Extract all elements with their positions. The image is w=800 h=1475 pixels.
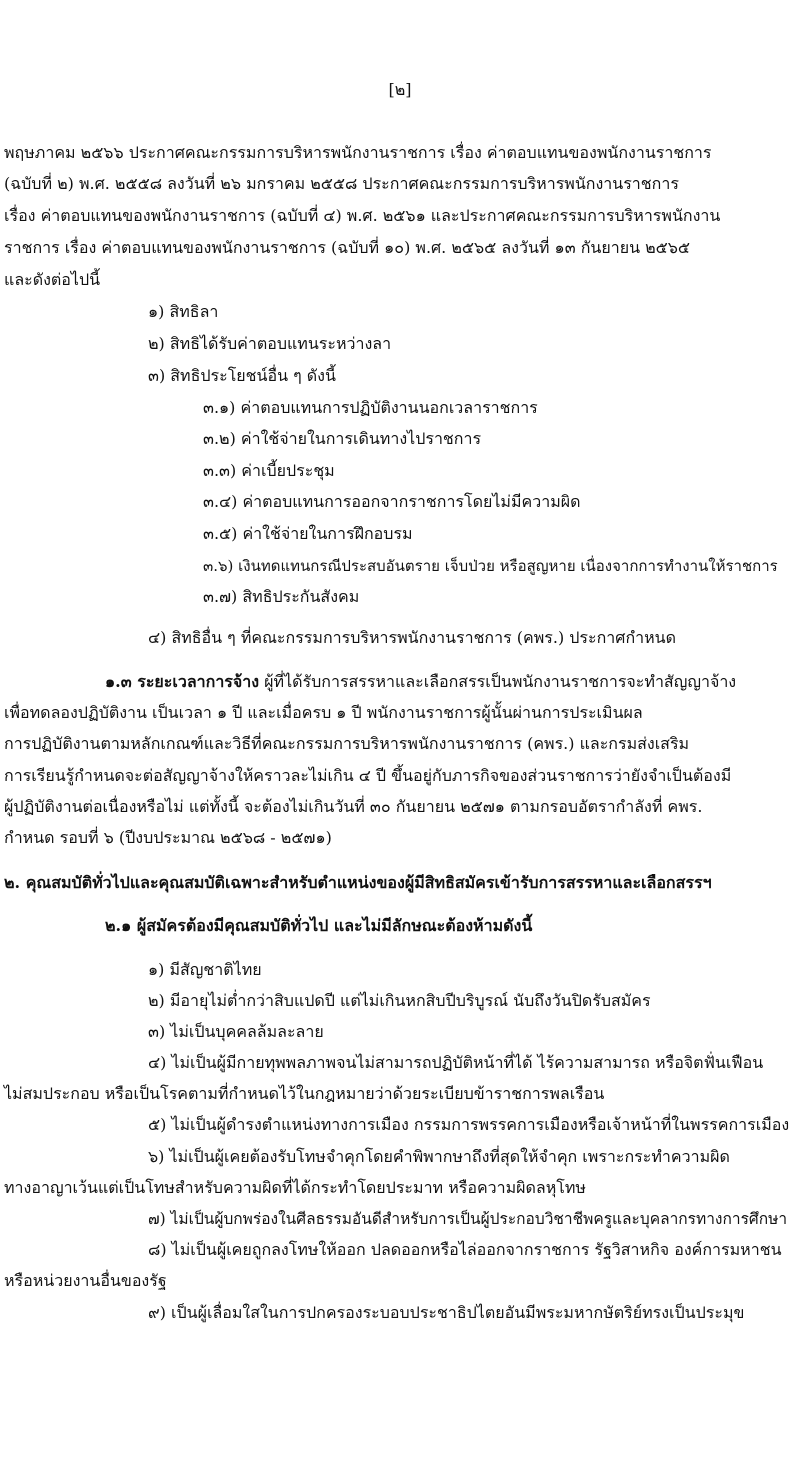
- rights-item-1: ๑) สิทธิลา: [148, 302, 219, 321]
- section-1-3-heading: ๑.๓ ระยะเวลาการจ้าง: [105, 672, 260, 691]
- intro-line-1: พฤษภาคม ๒๕๖๖ ประกาศคณะกรรมการบริหารพนักงานราชการ เรื่อง ค่าตอบแทนของพนักงานราชการ: [4, 143, 712, 162]
- rights-sub-6: ๓.๖) เงินทดแทนกรณีประสบอันตราย เจ็บป่วย หรือสูญหาย เนื่องจากการทำงานให้ราชการ: [203, 557, 778, 575]
- intro-line-2: (ฉบับที่ ๒) พ.ศ. ๒๕๕๘ ลงวันที่ ๒๖ มกราคม ๒๕๕๘ ประกาศคณะกรรมการบริหารพนักงานราชการ: [4, 174, 679, 193]
- qualification-4: ๔) ไม่เป็นผู้มีกายทุพพลภาพจนไม่สามารถปฏิบัติหน้าที่ได้ ไร้ความสามารถ หรือจิตฟั่นเฟือน: [148, 1053, 764, 1072]
- qualification-9: ๙) เป็นผู้เลื่อมใสในการปกครองระบอบประชาธิปไตยอันมีพระมหากษัตริย์ทรงเป็นประมุข: [148, 1303, 745, 1322]
- qualification-1: ๑) มีสัญชาติไทย: [148, 960, 262, 979]
- rights-sub-4: ๓.๔) ค่าตอบแทนการออกจากราชการโดยไม่มีความผิด: [203, 492, 581, 511]
- qualification-2: ๒) มีอายุไม่ต่ำกว่าสิบแปดปี แต่ไม่เกินหกสิบปีบริบูรณ์ นับถึงวันปิดรับสมัคร: [148, 991, 651, 1010]
- section-2-1-heading: ๒.๑ ผู้สมัครต้องมีคุณสมบัติทั่วไป และไม่มีลักษณะต้องห้ามดังนี้: [105, 916, 533, 935]
- qualification-8: ๘) ไม่เป็นผู้เคยถูกลงโทษให้ออก ปลดออกหรือไล่ออกจากราชการ รัฐวิสาหกิจ องค์การมหาชน: [148, 1240, 782, 1259]
- rights-sub-7: ๓.๗) สิทธิประกันสังคม: [203, 587, 360, 606]
- qualification-8-cont: หรือหน่วยงานอื่นของรัฐ: [4, 1271, 167, 1290]
- section-1-3-text-6: กำหนด รอบที่ ๖ (ปีงบประมาณ ๒๕๖๘ - ๒๕๗๑): [4, 828, 332, 847]
- qualification-6: ๖) ไม่เป็นผู้เคยต้องรับโทษจำคุกโดยคำพิพากษาถึงที่สุดให้จำคุก เพราะกระทำความผิด: [148, 1147, 730, 1166]
- intro-line-3: เรื่อง ค่าตอบแทนของพนักงานราชการ (ฉบับที่ ๔) พ.ศ. ๒๕๖๑ และประกาศคณะกรรมการบริหารพนักงาน: [4, 206, 721, 225]
- section-1-3-text-2: เพื่อทดลองปฏิบัติงาน เป็นเวลา ๑ ปี และเมื่อครบ ๑ ปี พนักงานราชการผู้นั้นผ่านการประเมินผล: [4, 703, 643, 722]
- rights-sub-1: ๓.๑) ค่าตอบแทนการปฏิบัติงานนอกเวลาราชการ: [203, 398, 538, 417]
- section-1-3-text-4: การเรียนรู้กำหนดจะต่อสัญญาจ้างให้คราวละไม่เกิน ๔ ปี ขึ้นอยู่กับภารกิจของส่วนราชการว่ายังจำเป็นต้องมี: [4, 766, 732, 785]
- section-1-3-text-1: ผู้ที่ได้รับการสรรหาและเลือกสรรเป็นพนักงานราชการจะทำสัญญาจ้าง: [259, 672, 737, 691]
- rights-item-3: ๓) สิทธิประโยชน์อื่น ๆ ดังนี้: [148, 366, 336, 385]
- qualification-7: ๗) ไม่เป็นผู้บกพร่องในศีลธรรมอันดีสำหรับการเป็นผู้ประกอบวิชาชีพครูและบุคลากรทางการศึกษา: [148, 1210, 788, 1228]
- page-number: [๒]: [388, 80, 412, 99]
- intro-line-5: และดังต่อไปนี้: [4, 270, 101, 289]
- rights-sub-2: ๓.๒) ค่าใช้จ่ายในการเดินทางไปราชการ: [203, 429, 482, 448]
- qualification-4-cont: ไม่สมประกอบ หรือเป็นโรคตามที่กำหนดไว้ในกฎหมายว่าด้วยระเบียบข้าราชการพลเรือน: [4, 1084, 605, 1103]
- qualification-6-cont: ทางอาญาเว้นแต่เป็นโทษสำหรับความผิดที่ได้กระทำโดยประมาท หรือความผิดลหุโทษ: [4, 1178, 586, 1197]
- rights-item-2: ๒) สิทธิได้รับค่าตอบแทนระหว่างลา: [148, 334, 392, 353]
- qualification-3: ๓) ไม่เป็นบุคคลล้มละลาย: [148, 1022, 324, 1041]
- section-1-3-text-5: ผู้ปฏิบัติงานต่อเนื่องหรือไม่ แต่ทั้งนี้ จะต้องไม่เกินวันที่ ๓๐ กันยายน ๒๕๗๑ ตามกรอบอัตรากำลังที่ คพร.: [4, 797, 703, 816]
- rights-sub-3: ๓.๓) ค่าเบี้ยประชุม: [203, 461, 335, 480]
- qualification-5: ๕) ไม่เป็นผู้ดำรงตำแหน่งทางการเมือง กรรมการพรรคการเมืองหรือเจ้าหน้าที่ในพรรคการเมือง: [148, 1115, 790, 1134]
- rights-item-4: ๔) สิทธิอื่น ๆ ที่คณะกรรมการบริหารพนักงานราชการ (คพร.) ประกาศกำหนด: [148, 628, 676, 647]
- rights-sub-5: ๓.๕) ค่าใช้จ่ายในการฝึกอบรม: [203, 524, 413, 543]
- section-1-3-text-3: การปฏิบัติงานตามหลักเกณฑ์และวิธีที่คณะกรรมการบริหารพนักงานราชการ (คพร.) และกรมส่งเสริม: [4, 734, 690, 753]
- section-1-3-first-line: [105, 672, 736, 692]
- intro-line-4: ราชการ เรื่อง ค่าตอบแทนของพนักงานราชการ (ฉบับที่ ๑๐) พ.ศ. ๒๕๖๕ ลงวันที่ ๑๓ กันยายน ๒๕๖๕: [4, 238, 691, 257]
- section-2-heading: ๒. คุณสมบัติทั่วไปและคุณสมบัติเฉพาะสำหรับตำแหน่งของผู้มีสิทธิสมัครเข้ารับการสรรหาและเลือกสรรฯ: [4, 873, 712, 892]
